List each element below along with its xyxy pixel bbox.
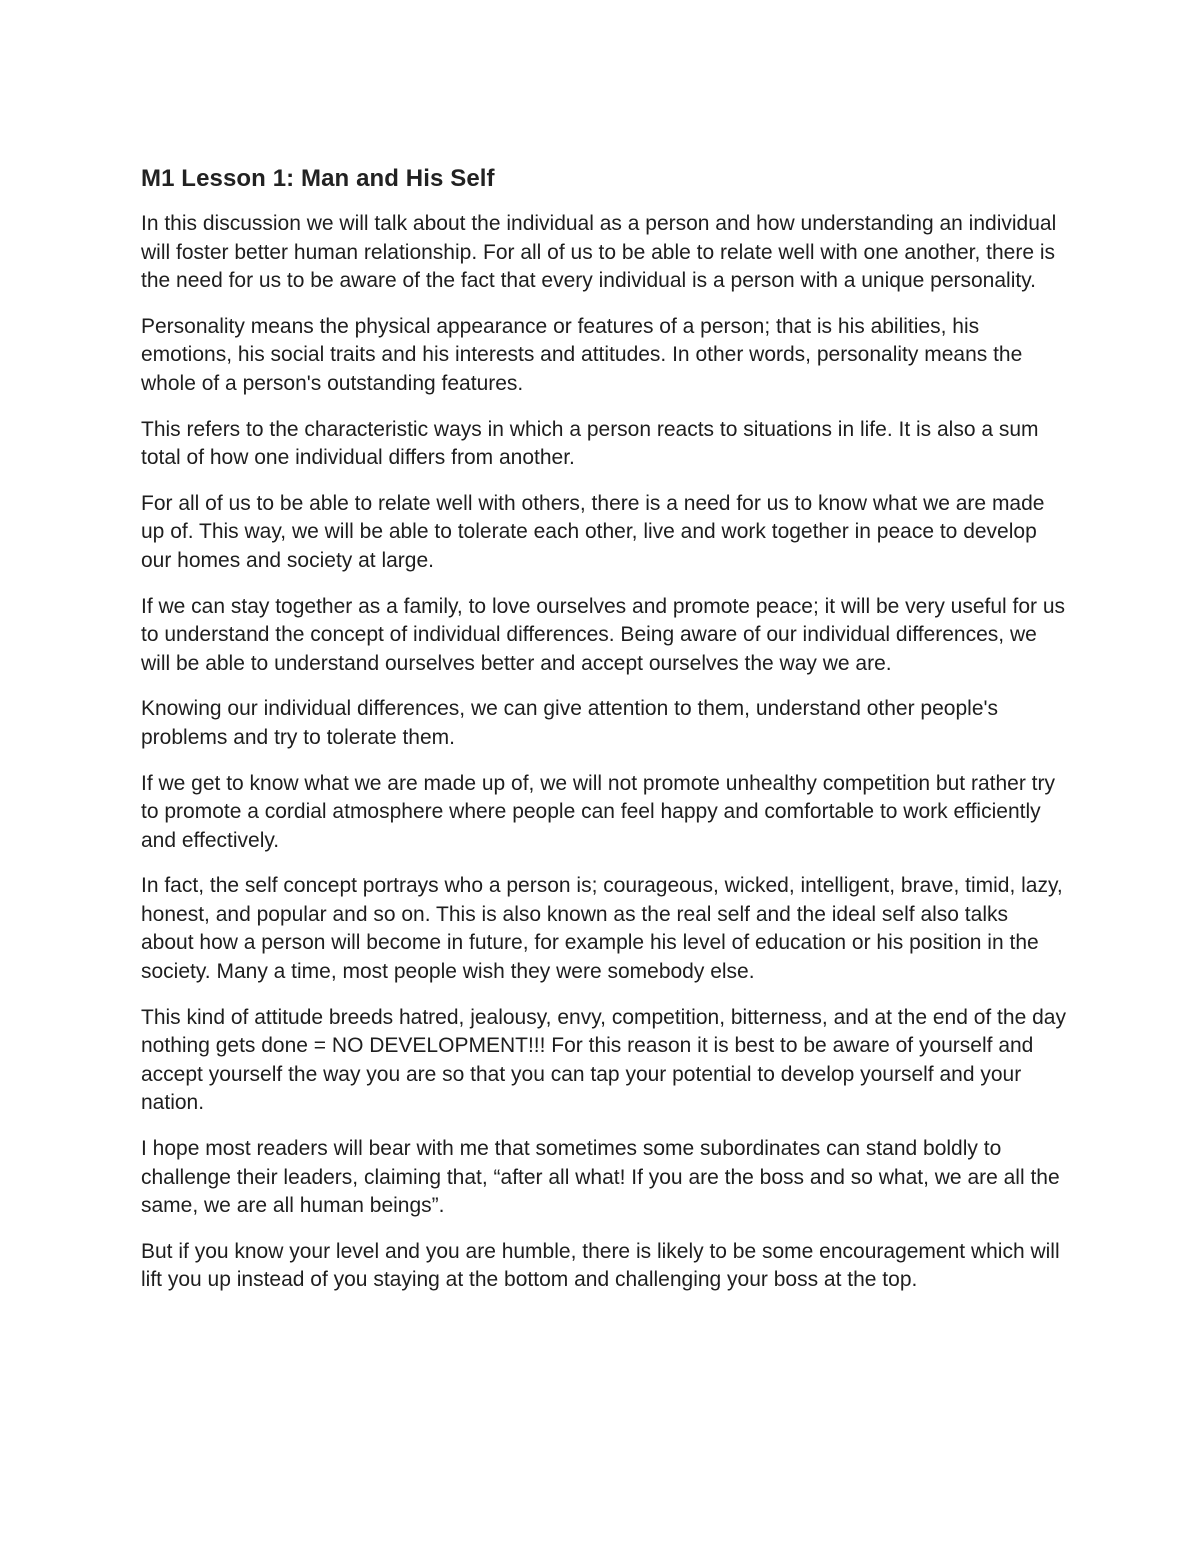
paragraph-attitude-breeds: This kind of attitude breeds hatred, jealousy, envy, competition, bitterness, and at the end of the day nothing gets done = NO DEVELOPMENT!!! For this reason it is best to be aware of yourself and accept yourself the way you are so that you can tap your potential to develop yourself and your nation. [141,1005,1066,1115]
paragraph-characteristic-ways: This refers to the characteristic ways in which a person reacts to situations in life. It is also a sum total of how one individual differs from another. [141,417,1039,470]
paragraph-personality-definition: Personality means the physical appearance or features of a person; that is his abilities, his emotions, his social traits and his interests and attitudes. In other words, personality means the whole of a person's outstanding features. [141,314,1023,395]
document-body [141,164,1066,1312]
paragraph-self-concept: In fact, the self concept portrays who a person is; courageous, wicked, intelligent, brave, timid, lazy, honest, and popular and so on. This is also known as the real self and the ideal self also talks about how a person will become in future, for example his level of education or his position in the society. Many a time, most people wish they were somebody else. [141,874,1063,984]
paragraph-humble: But if you know your level and you are humble, there is likely to be some encouragement which will lift you up instead of you staying at the bottom and challenging your boss at the top. [141,1239,1060,1292]
paragraph-intro: In this discussion we will talk about the individual as a person and how understanding an individual will foster better human relationship. For all of us to be able to relate well with one another, there is the need for us to be aware of the fact that every individual is a person with a unique personality. [141,212,1057,293]
paragraph-unhealthy-competition: If we get to know what we are made up of, we will not promote unhealthy competition but rather try to promote a cordial atmosphere where people can feel happy and comfortable to work efficiently and effectively. [141,771,1055,852]
lesson-title: M1 Lesson 1: Man and His Self [141,165,495,192]
paragraph-knowing-differences: Knowing our individual differences, we can give attention to them, understand other people's problems and try to tolerate them. [141,697,999,749]
paragraph-family-peace: If we can stay together as a family, to love ourselves and promote peace; it will be very useful for us to understand the concept of individual differences. Being aware of our individual differences, we will be able to understand ourselves better and accept ourselves the way we are. [141,594,1066,675]
paragraph-relate-well: For all of us to be able to relate well with others, there is a need for us to know what we are made up of. This way, we will be able to tolerate each other, live and work together in peace to develop our homes and society at large. [141,491,1045,572]
paragraph-subordinates: I hope most readers will bear with me that sometimes some subordinates can stand boldly to challenge their leaders, claiming that, “after all what! If you are the boss and so what, we are all the same, we are all human beings”. [141,1137,1060,1218]
